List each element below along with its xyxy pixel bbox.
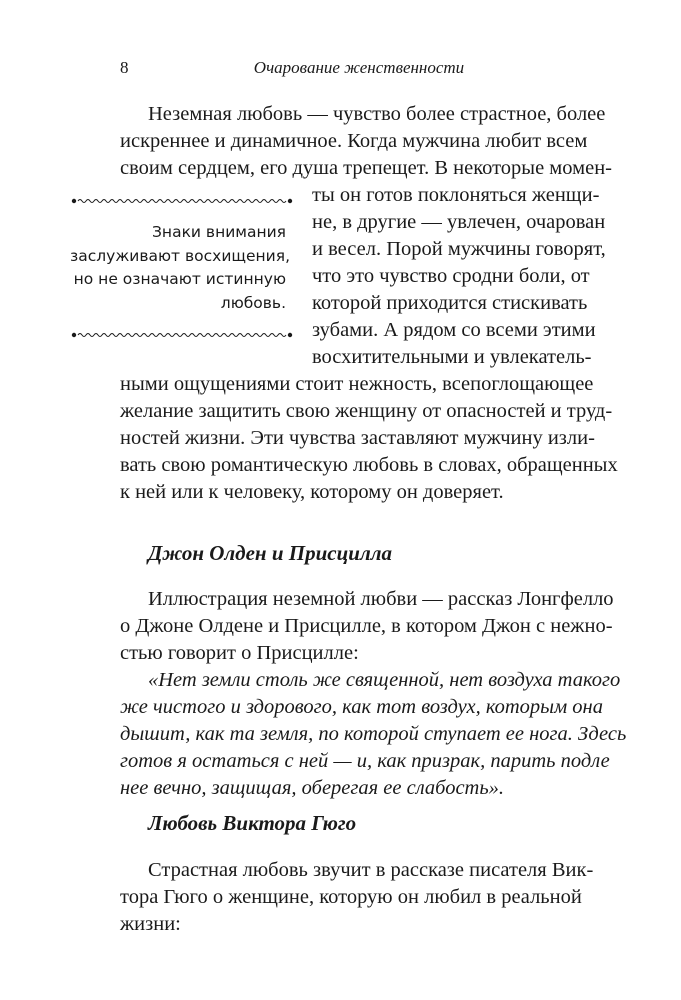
quote-line: дышит, как та земля, по которой ступает ее нога. Здесь — [120, 723, 627, 745]
quote-line: готов я остаться с ней — и, как призрак, парить подле — [120, 750, 610, 772]
body-text-line: которой приходится стискивать — [312, 292, 588, 314]
quote-line: нее вечно, защищая, оберегая ее слабость». — [120, 777, 505, 799]
sidebar-text — [70, 221, 290, 315]
body-text-line: о Джоне Олдене и Присцилле, в котором Джон с нежно- — [120, 615, 613, 637]
section-heading: Любовь Виктора Гюго — [148, 811, 357, 835]
page-number: 8 — [120, 58, 129, 77]
sidebar-line: заслуживают восхищения, — [70, 246, 290, 265]
sidebar-callout — [70, 195, 294, 343]
body-text-line: ными ощущениями стоит нежность, всепоглощающее — [120, 373, 594, 395]
body-text-line: что это чувство сродни боли, от — [312, 265, 590, 287]
body-text-line: желание защитить свою женщину от опасностей и труд- — [120, 400, 613, 422]
body-text-line: ты он готов поклоняться женщи- — [312, 184, 600, 206]
quote-line: «Нет земли столь же священной, нет воздуха такого — [148, 669, 621, 691]
ornament-rule-top — [70, 195, 294, 207]
body-text-line: вать свою романтическую любовь в словах, обращенных — [120, 454, 618, 476]
body-text-line: зубами. А рядом со всеми этими — [312, 319, 596, 341]
body-text-line: своим сердцем, его душа трепещет. В некоторые момен- — [120, 157, 612, 179]
body-text-line: тора Гюго о женщине, которую он любил в реальной — [120, 886, 582, 908]
body-text-line: жизни: — [120, 913, 181, 935]
quote-line: же чистого и здорового, как тот воздух, которым она — [120, 696, 603, 718]
sidebar-line: любовь. — [220, 293, 286, 312]
sidebar-line: Знаки внимания — [152, 223, 286, 241]
sidebar-line: но не означают истинную — [73, 270, 286, 288]
body-text-line: восхитительными и увлекатель- — [312, 346, 592, 368]
body-text-line: искреннее и динамичное. Когда мужчина любит всем — [120, 130, 588, 152]
body-text-line: к ней или к человеку, которому он доверяет. — [120, 481, 504, 503]
page-header — [120, 58, 568, 84]
body-text-line: ностей жизни. Эти чувства заставляют мужчину изли- — [120, 427, 595, 449]
body-text-line: стью говорит о Присцилле: — [120, 642, 359, 664]
running-title: Очарование женственности — [253, 58, 465, 77]
body-text-line: Иллюстрация неземной любви — рассказ Лонгфелло — [148, 588, 614, 610]
body-text-line: и весел. Порой мужчины говорят, — [312, 238, 606, 260]
section-heading: Джон Олден и Присцилла — [148, 541, 392, 565]
body-text-line: Страстная любовь звучит в рассказе писателя Вик- — [148, 859, 594, 881]
ornament-rule-bottom — [70, 329, 294, 341]
body-text-line: Неземная любовь — чувство более страстное, более — [148, 103, 606, 125]
body-text-line: не, в другие — увлечен, очарован — [312, 211, 606, 233]
